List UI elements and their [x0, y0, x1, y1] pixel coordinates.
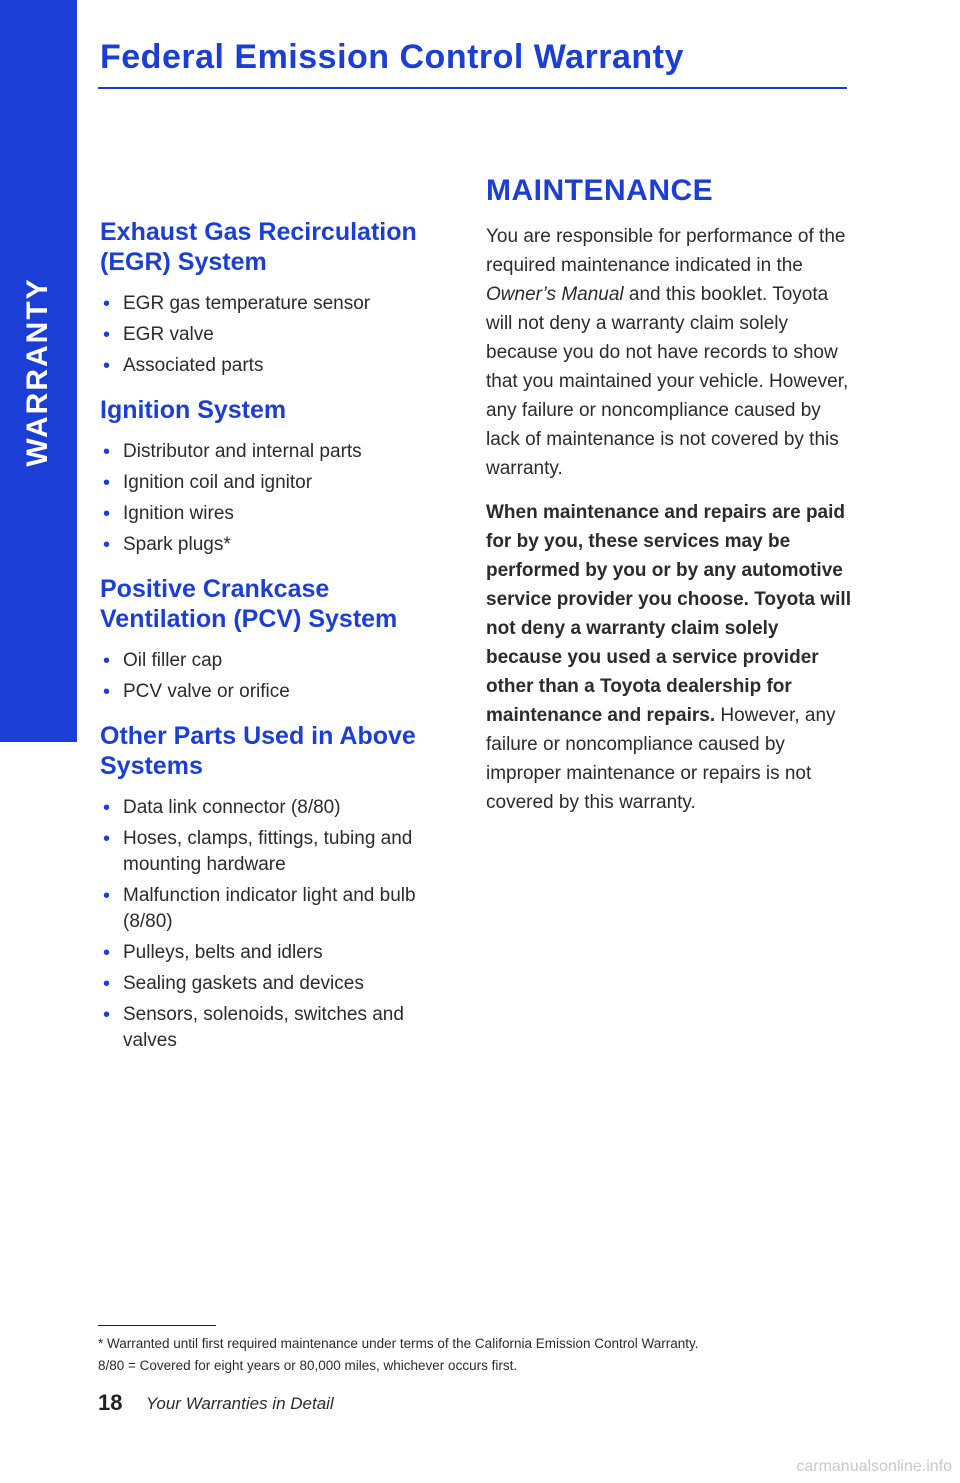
bullet-icon: •	[103, 973, 111, 995]
list-item: • Ignition coil and ignitor	[103, 472, 313, 494]
maintenance-heading: MAINTENANCE	[486, 174, 714, 207]
page-caption: Your Warranties in Detail	[146, 1394, 334, 1413]
bullet-icon: •	[103, 503, 111, 525]
side-tab	[0, 0, 77, 742]
list-item: • Spark plugs*	[103, 534, 231, 556]
page-title: Federal Emission Control Warranty	[100, 38, 684, 76]
section-heading-pcv: Positive Crankcase Ventilation (PCV) System	[100, 575, 398, 633]
bullet-icon: •	[103, 942, 111, 964]
list-item: • Malfunction indicator light and bulb (8/80)	[103, 885, 416, 932]
footnote-divider	[98, 1325, 216, 1326]
bullet-icon: •	[103, 472, 111, 494]
list-item: • Sensors, solenoids, switches and valves	[103, 1004, 404, 1051]
section-heading-other-parts: Other Parts Used in Above Systems	[100, 722, 416, 780]
bullet-icon: •	[103, 355, 111, 377]
list-item: • Sealing gaskets and devices	[103, 973, 364, 995]
other-parts-list	[100, 795, 445, 1054]
list-item: • EGR gas temperature sensor	[103, 293, 371, 315]
list-item: • Pulleys, belts and idlers	[103, 942, 323, 964]
egr-parts-list	[100, 291, 445, 379]
right-column	[486, 174, 851, 832]
section-heading-egr: Exhaust Gas Recirculation (EGR) System	[100, 218, 417, 276]
maintenance-paragraph-2: When maintenance and repairs are paid for by you, these services may be performed by you or by any automotive service provider you choose. Toyota will not deny a warranty claim solely because you used a service provider other than a Toyota dealership for maintenance and repairs. However, any failure or noncompliance caused by improper maintenance or repairs is not covered by this warranty.	[486, 502, 851, 813]
owners-manual-title: Owner’s Manual	[486, 284, 624, 305]
maintenance-paragraph-1: You are responsible for performance of the required maintenance indicated in the Owner’s Manual and this booklet. Toyota will not deny a warranty claim solely because you do not have records to show that you maintained your vehicle. However, any failure or noncompliance caused by lack of maintenance is not covered by this warranty.	[486, 226, 849, 479]
pcv-parts-list	[100, 648, 445, 705]
footnote-asterisk: * Warranted until first required maintenance under terms of the California Emission Control Warranty.	[98, 1336, 699, 1351]
bullet-icon: •	[103, 828, 111, 850]
bullet-icon: •	[103, 885, 111, 907]
title-divider	[98, 87, 847, 89]
section-heading-ignition: Ignition System	[100, 396, 287, 424]
bullet-icon: •	[103, 293, 111, 315]
watermark: carmanualsonline.info	[796, 1458, 952, 1475]
list-item: • Oil filler cap	[103, 650, 223, 672]
list-item: • Associated parts	[103, 355, 264, 377]
footnotes	[98, 1333, 858, 1377]
footnote-8-80: 8/80 = Covered for eight years or 80,000 miles, whichever occurs first.	[98, 1358, 518, 1373]
list-item: • Hoses, clamps, fittings, tubing and mounting hardware	[103, 828, 413, 875]
list-item: • EGR valve	[103, 324, 214, 346]
side-tab-label: WARRANTY	[21, 277, 54, 467]
list-item: • PCV valve or orifice	[103, 681, 290, 703]
bullet-icon: •	[103, 534, 111, 556]
bullet-icon: •	[103, 324, 111, 346]
bullet-icon: •	[103, 797, 111, 819]
left-column	[100, 217, 445, 1070]
bullet-icon: •	[103, 441, 111, 463]
maintenance-emphasis: When maintenance and repairs are paid for by you, these services may be performed by you or by any automotive service provider you choose. Toyota will not deny a warranty claim solely because you used a service provider other than a Toyota dealership for maintenance and repairs.	[486, 502, 851, 726]
bullet-icon: •	[103, 681, 111, 703]
list-item: • Distributor and internal parts	[103, 441, 362, 463]
list-item: • Ignition wires	[103, 503, 234, 525]
bullet-icon: •	[103, 1004, 111, 1026]
page-number: 18	[98, 1390, 123, 1415]
ignition-parts-list	[100, 439, 445, 558]
list-item: • Data link connector (8/80)	[103, 797, 341, 819]
bullet-icon: •	[103, 650, 111, 672]
